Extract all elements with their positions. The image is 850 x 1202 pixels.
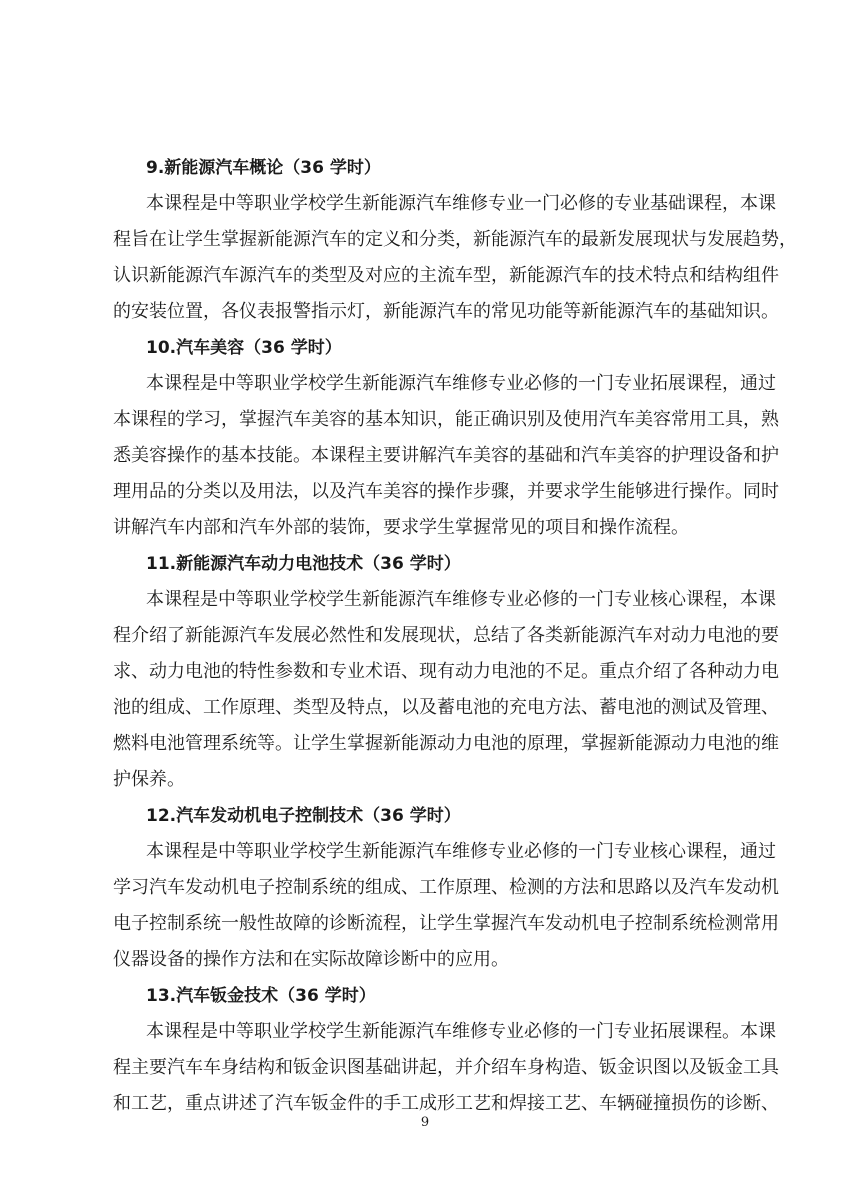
paragraph-line: 本课程是中等职业学校学生新能源汽车维修专业必修的一门专业核心课程，本课 xyxy=(146,589,776,610)
paragraph-line: 本课程的学习，掌握汽车美容的基本知识，能正确识别及使用汽车美容常用工具，熟 xyxy=(113,409,779,430)
paragraph-line: 求、动力电池的特性参数和专业术语、现有动力电池的不足。重点介绍了各种动力电 xyxy=(113,661,779,682)
course-section-11 xyxy=(113,546,779,798)
paragraph-line: 认识新能源汽车源汽车的类型及对应的主流车型，新能源汽车的技术特点和结构组件 xyxy=(113,265,779,286)
paragraph-line: 学习汽车发动机电子控制系统的组成、工作原理、检测的方法和思路以及汽车发动机 xyxy=(113,877,779,898)
paragraph-line: 理用品的分类以及用法，以及汽车美容的操作步骤，并要求学生能够进行操作。同时 xyxy=(113,481,779,502)
paragraph-line: 燃料电池管理系统等。让学生掌握新能源动力电池的原理，掌握新能源动力电池的维 xyxy=(113,733,779,754)
course-section-9 xyxy=(113,150,797,330)
paragraph-line: 和工艺，重点讲述了汽车钣金件的手工成形工艺和焊接工艺、车辆碰撞损伤的诊断、 xyxy=(113,1093,779,1114)
paragraph-line: 的安装位置，各仪表报警指示灯，新能源汽车的常见功能等新能源汽车的基础知识。 xyxy=(113,301,779,322)
paragraph-line: 本课程是中等职业学校学生新能源汽车维修专业一门必修的专业基础课程，本课 xyxy=(146,193,776,214)
section-heading: 11.新能源汽车动力电池技术（36 学时） xyxy=(146,554,461,574)
course-section-13 xyxy=(113,978,779,1122)
paragraph-line: 悉美容操作的基本技能。本课程主要讲解汽车美容的基础和汽车美容的护理设备和护 xyxy=(113,445,779,466)
paragraph-line: 讲解汽车内部和汽车外部的装饰，要求学生掌握常见的项目和操作流程。 xyxy=(113,517,689,538)
paragraph-line: 程介绍了新能源汽车发展必然性和发展现状，总结了各类新能源汽车对动力电池的要 xyxy=(113,625,779,646)
course-section-12 xyxy=(113,798,779,978)
document-page xyxy=(113,150,797,1122)
paragraph-line: 本课程是中等职业学校学生新能源汽车维修专业必修的一门专业拓展课程。本课 xyxy=(146,1021,776,1042)
section-heading: 9.新能源汽车概论（36 学时） xyxy=(146,158,381,178)
paragraph-line: 电子控制系统一般性故障的诊断流程，让学生掌握汽车发动机电子控制系统检测常用 xyxy=(113,913,779,934)
paragraph-line: 本课程是中等职业学校学生新能源汽车维修专业必修的一门专业核心课程，通过 xyxy=(146,841,776,862)
paragraph-line: 程旨在让学生掌握新能源汽车的定义和分类，新能源汽车的最新发展现状与发展趋势， xyxy=(113,229,797,250)
paragraph-line: 仪器设备的操作方法和在实际故障诊断中的应用。 xyxy=(113,949,509,970)
section-heading: 10.汽车美容（36 学时） xyxy=(146,338,342,358)
section-heading: 13.汽车钣金技术（36 学时） xyxy=(146,986,376,1006)
paragraph-line: 护保养。 xyxy=(113,769,185,790)
course-section-10 xyxy=(113,330,779,546)
paragraph-line: 本课程是中等职业学校学生新能源汽车维修专业必修的一门专业拓展课程，通过 xyxy=(146,373,776,394)
page-number: 9 xyxy=(420,1115,430,1130)
paragraph-line: 程主要汽车车身结构和钣金识图基础讲起，并介绍车身构造、钣金识图以及钣金工具 xyxy=(113,1057,779,1078)
paragraph-line: 池的组成、工作原理、类型及特点，以及蓄电池的充电方法、蓄电池的测试及管理、 xyxy=(113,697,779,718)
section-heading: 12.汽车发动机电子控制技术（36 学时） xyxy=(146,806,461,826)
